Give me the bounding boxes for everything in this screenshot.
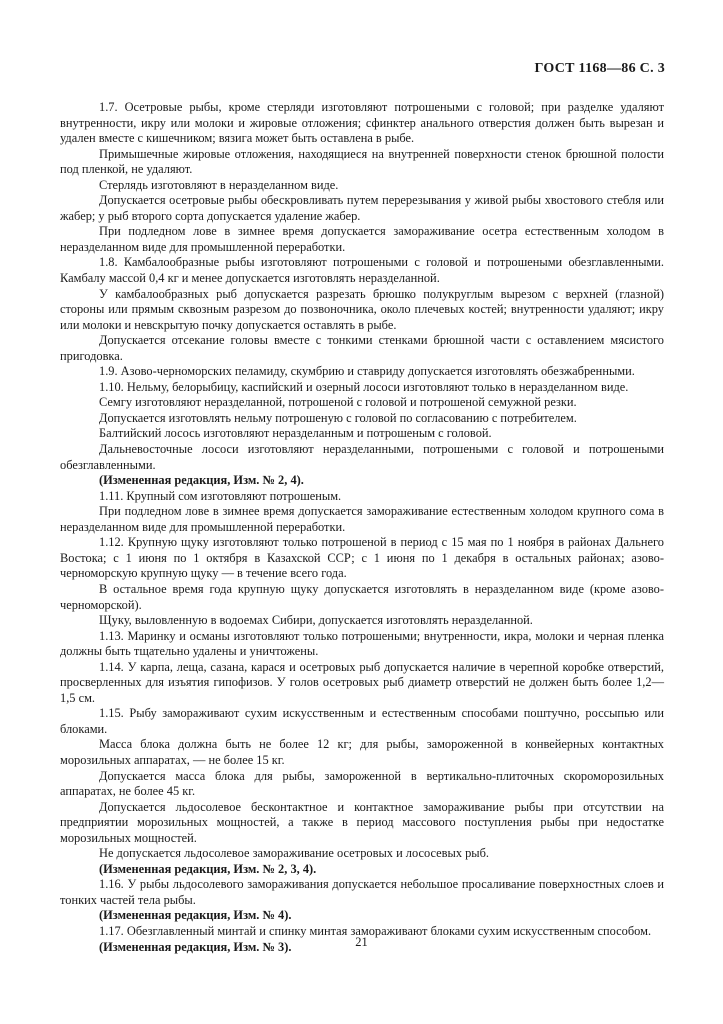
document-body bbox=[60, 100, 664, 955]
paragraph: 1.7. Осетровые рыбы, кроме стерляди изготовляют потрошеными с головой; при разделке удаляют внутренности, икру или молоки и жировые отложения; сфинктер анального отверстия должен быть вырезан и удален вместе с кишечником; вязига может быть оставлена в рыбе. bbox=[60, 100, 664, 146]
page-header: ГОСТ 1168—86 С. 3 bbox=[534, 61, 665, 76]
paragraph: Допускается осетровые рыбы обескровливать путем перерезывания у живой рыбы хвостового стебля или жабер; у рыб второго сорта допускается удаление жабер. bbox=[60, 193, 664, 223]
paragraph: 1.15. Рыбу замораживают сухим искусственным и естественным способами поштучно, россыпью или блоками. bbox=[60, 706, 664, 736]
paragraph: Дальневосточные лососи изготовляют неразделанными, потрошеными с головой и потрошеными обезглавленными. bbox=[60, 442, 664, 472]
paragraph: Допускается масса блока для рыбы, замороженной в вертикально-плиточных скороморозильных аппаратах, не более 45 кг. bbox=[60, 768, 664, 799]
paragraph: Стерлядь изготовляют в неразделанном виде. bbox=[99, 177, 339, 192]
amendment-note: (Измененная редакция, Изм. № 4). bbox=[99, 908, 292, 923]
paragraph: У камбалообразных рыб допускается разрезать брюшко полукруглым вырезом с верхней (глазной) стороны или прямым сквозным разрезом до позвоночника, около плечевых костей; внутренности удаляют; икру или молоки и невскрытую почку допускается оставлять в рыбе. bbox=[60, 286, 664, 332]
paragraph: При подледном лове в зимнее время допускается замораживание естественным холодом крупного сома в неразделанном виде для промышленной переработки. bbox=[60, 504, 664, 534]
paragraph: Допускается льдосолевое бесконтактное и контактное замораживание рыбы при отсутствии на предприятии морозильных мощностей, а также в период массового поступления рыбы при недостатке морозильных мощностей. bbox=[60, 799, 664, 845]
amendment-note: (Измененная редакция, Изм. № 3). bbox=[99, 939, 292, 954]
amendment-note: (Измененная редакция, Изм. № 2, 4). bbox=[99, 473, 304, 488]
page-number: 21 bbox=[355, 935, 368, 949]
paragraph: 1.13. Маринку и османы изготовляют только потрошеными; внутренности, икра, молоки и черная пленка должны быть тщательно удалены и уничтожены. bbox=[60, 628, 664, 659]
paragraph: В остальное время года крупную щуку допускается изготовлять в неразделанном виде (кроме азово-черноморской). bbox=[60, 581, 664, 612]
paragraph: 1.11. Крупный сом изготовляют потрошеным. bbox=[99, 488, 342, 503]
paragraph: Допускается отсекание головы вместе с тонкими стенками брюшной части с оставлением мясистого пригодовка. bbox=[60, 333, 664, 363]
paragraph: Не допускается льдосолевое замораживание осетровых и лососевых рыб. bbox=[99, 846, 490, 861]
paragraph: Семгу изготовляют неразделанной, потрошеной с головой и потрошеной семужной резки. bbox=[99, 395, 577, 410]
paragraph: 1.10. Нельму, белорыбицу, каспийский и озерный лососи изготовляют только в неразделанном виде. bbox=[99, 379, 629, 394]
amendment-note: (Измененная редакция, Изм. № 2, 3, 4). bbox=[99, 861, 317, 876]
paragraph: 1.14. У карпа, леща, сазана, карася и осетровых рыб допускается наличие в черепной коробке отверстий, просверленных для изъятия гипофизов. У голов осетровых рыб диаметр отверстий не должен быть более 1,2—1,5 см. bbox=[60, 659, 664, 705]
paragraph: 1.16. У рыбы льдосолевого замораживания допускается небольшое просаливание поверхностных слоев и тонких частей тела рыбы. bbox=[60, 877, 664, 907]
paragraph: 1.17. Обезглавленный минтай и спинку минтая замораживают блоками сухим искусственным способом. bbox=[99, 923, 652, 938]
paragraph: При подледном лове в зимнее время допускается замораживание осетра естественным холодом в неразделанном виде для промышленной переработки. bbox=[60, 224, 664, 254]
paragraph: 1.8. Камбалообразные рыбы изготовляют потрошеными с головой и потрошеными обезглавленными. Камбалу массой 0,4 кг и менее допускается изготовлять неразделанной. bbox=[60, 255, 664, 286]
paragraph: Примышечные жировые отложения, находящиеся на внутренней поверхности стенок брюшной полости под пленкой, не удаляют. bbox=[60, 146, 664, 177]
paragraph: 1.9. Азово-черноморских пеламиду, скумбрию и ставриду допускается изготовлять обезжабренными. bbox=[99, 364, 635, 379]
paragraph: Масса блока должна быть не более 12 кг; для рыбы, замороженной в конвейерных контактных морозильных аппаратах, — не более 15 кг. bbox=[60, 737, 664, 767]
paragraph: Балтийский лосось изготовляют неразделанным и потрошеным с головой. bbox=[99, 426, 492, 441]
paragraph: Щуку, выловленную в водоемах Сибири, допускается изготовлять неразделанной. bbox=[99, 613, 533, 628]
paragraph: Допускается изготовлять нельму потрошеную с головой по согласованию с потребителем. bbox=[99, 410, 577, 425]
paragraph: 1.12. Крупную щуку изготовляют только потрошеной в период с 15 мая по 1 ноября в районах Дальнего Востока; с 1 июня по 1 октября в Казахской ССР; с 1 июня по 1 декабря в остальных районах; азово-черноморскую крупную щуку — в течение всего года. bbox=[60, 535, 664, 581]
